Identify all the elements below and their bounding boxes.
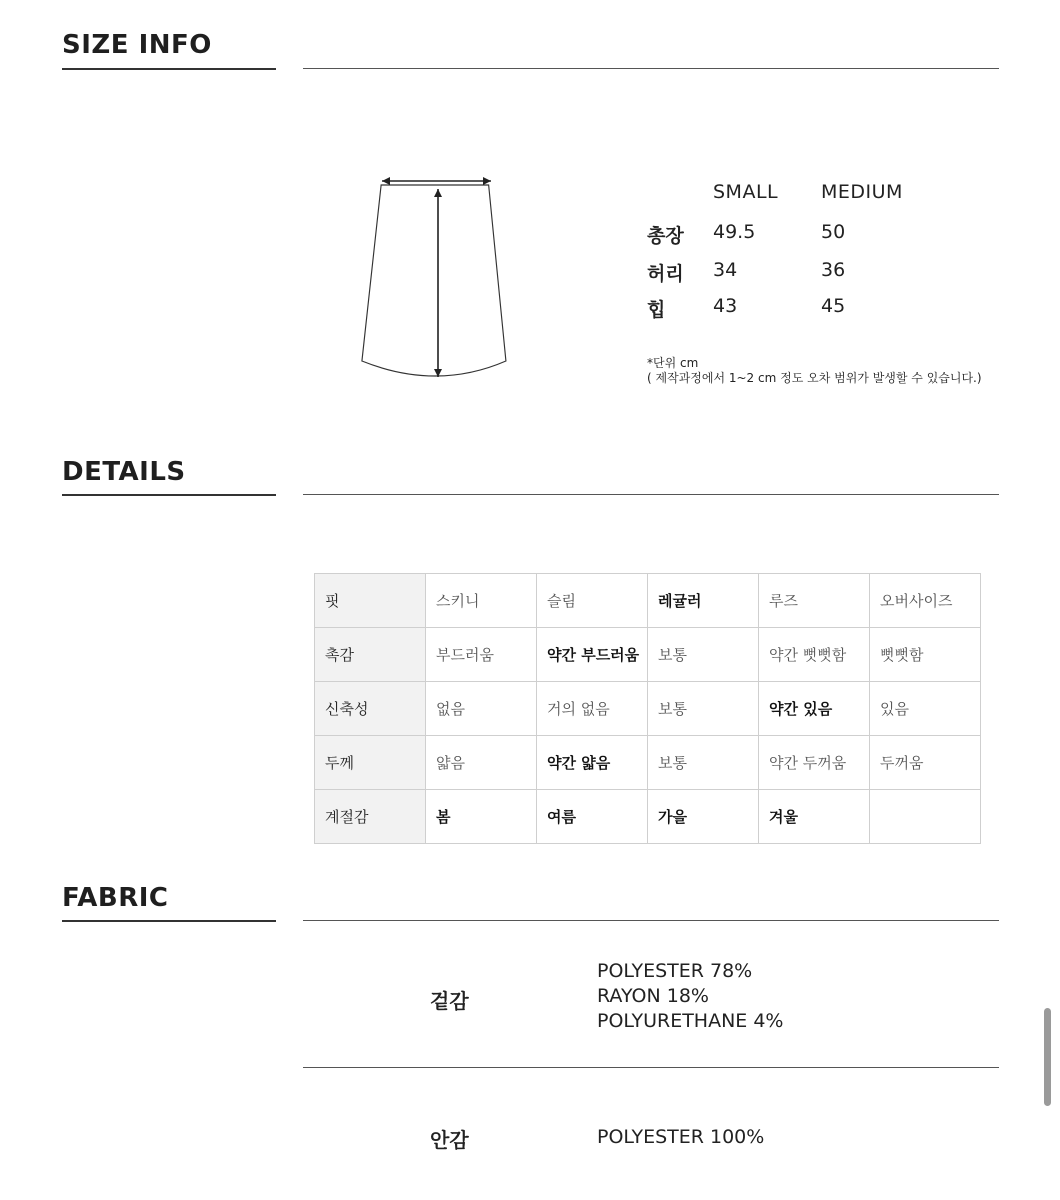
size-info-title: SIZE INFO — [62, 30, 212, 60]
details-row-label: 계절감 — [315, 790, 426, 844]
details-option: 가을 — [648, 790, 759, 844]
size-header-small: SMALL — [713, 181, 779, 203]
details-title: DETAILS — [62, 457, 186, 487]
details-option: 없음 — [426, 682, 537, 736]
section-divider — [62, 920, 276, 922]
details-row — [315, 682, 981, 736]
details-option: 약간 두꺼움 — [759, 736, 870, 790]
fabric-title: FABRIC — [62, 883, 169, 913]
section-divider — [303, 68, 999, 69]
section-divider — [303, 494, 999, 495]
details-option: 뻣뻣함 — [870, 628, 981, 682]
details-option: 슬림 — [537, 574, 648, 628]
size-header-medium: MEDIUM — [821, 181, 903, 203]
details-option: 봄 — [426, 790, 537, 844]
details-row — [315, 574, 981, 628]
details-row-label: 촉감 — [315, 628, 426, 682]
details-option: 오버사이즈 — [870, 574, 981, 628]
details-option: 여름 — [537, 790, 648, 844]
details-option — [870, 790, 981, 844]
tolerance-note: ( 제작과정에서 1~2 cm 정도 오차 범위가 발생할 수 있습니다.) — [647, 371, 982, 385]
details-row — [315, 628, 981, 682]
details-row-label: 신축성 — [315, 682, 426, 736]
fabric-divider — [303, 1067, 999, 1068]
details-option: 스키니 — [426, 574, 537, 628]
section-divider — [62, 68, 276, 70]
scrollbar[interactable] — [1044, 1008, 1051, 1106]
details-option: 약간 부드러움 — [537, 628, 648, 682]
fabric-outer-label: 겉감 — [430, 989, 469, 1013]
unit-note: *단위 cm — [647, 356, 699, 370]
details-option: 있음 — [870, 682, 981, 736]
details-option: 루즈 — [759, 574, 870, 628]
details-table — [314, 573, 981, 844]
details-option: 레귤러 — [648, 574, 759, 628]
skirt-diagram — [360, 175, 510, 385]
details-row-label: 핏 — [315, 574, 426, 628]
details-option: 얇음 — [426, 736, 537, 790]
details-option: 두꺼움 — [870, 736, 981, 790]
details-option: 거의 없음 — [537, 682, 648, 736]
details-option: 약간 얇음 — [537, 736, 648, 790]
details-option: 약간 뻣뻣함 — [759, 628, 870, 682]
section-divider — [303, 920, 999, 921]
fabric-lining-composition: POLYESTER 100% — [597, 1126, 765, 1148]
details-row — [315, 736, 981, 790]
details-option: 보통 — [648, 682, 759, 736]
details-option: 약간 있음 — [759, 682, 870, 736]
details-row-label: 두께 — [315, 736, 426, 790]
fabric-lining-label: 안감 — [430, 1128, 469, 1152]
details-option: 보통 — [648, 736, 759, 790]
details-row — [315, 790, 981, 844]
details-option: 부드러움 — [426, 628, 537, 682]
details-option: 보통 — [648, 628, 759, 682]
details-option: 겨울 — [759, 790, 870, 844]
fabric-outer-composition: POLYESTER 78% RAYON 18% POLYURETHANE 4% — [597, 960, 784, 1032]
section-divider — [62, 494, 276, 496]
